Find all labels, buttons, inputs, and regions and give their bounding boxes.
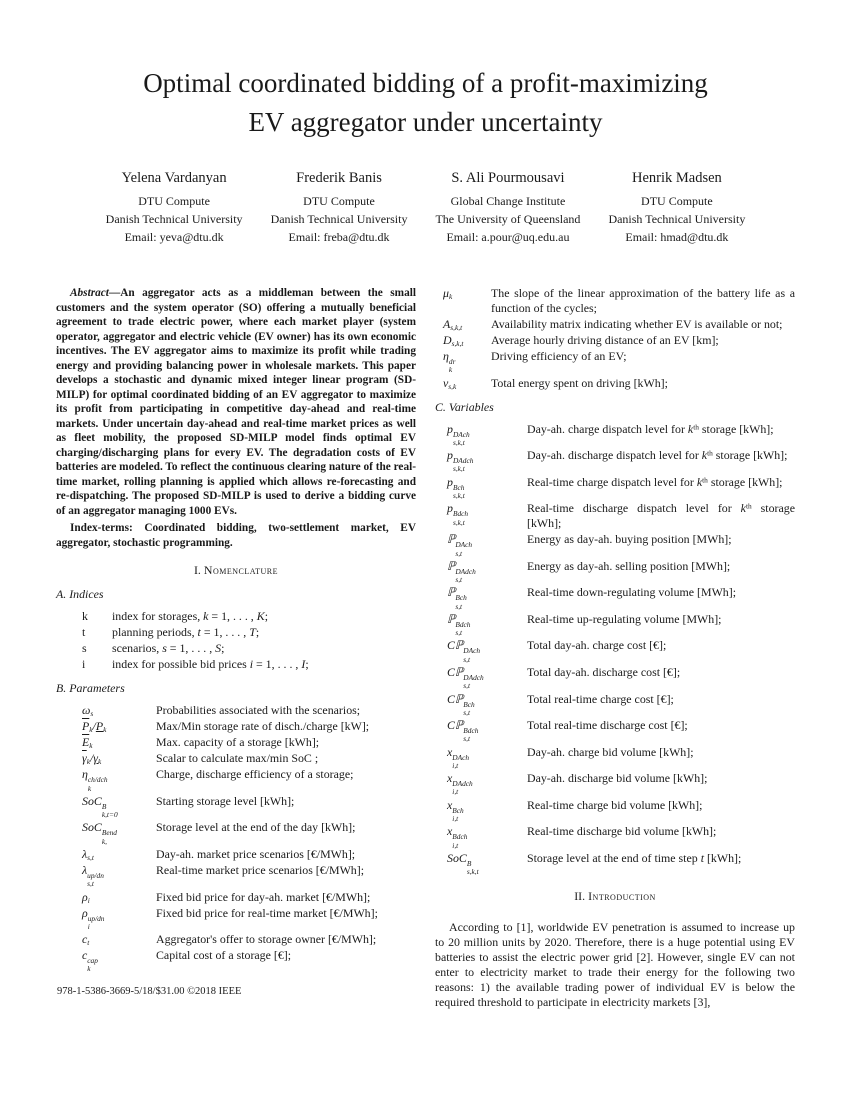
nomenclature-row <box>447 422 795 448</box>
symbol-description: Day-ah. charge dispatch level for $k^{th}$ storage [kWh]; <box>527 421 774 436</box>
left-column <box>56 286 416 1010</box>
symbol-description: The slope of the linear approximation of the battery life as a function of the cycles; <box>491 286 795 316</box>
nomenclature-row <box>447 559 795 585</box>
nomenclature-row <box>447 824 795 850</box>
nomenclature-row <box>82 906 416 932</box>
author-department: DTU Compute <box>641 194 713 209</box>
nomenclature-row <box>447 532 795 558</box>
symbol: x DAdch i,t <box>447 771 473 797</box>
author-block <box>435 168 580 246</box>
section-name: Nomenclature <box>203 563 279 578</box>
symbol-description: Real-time charge dispatch level for $k^{th}$ storage [kWh]; <box>527 474 783 489</box>
symbol: SoC B k,t=0 <box>82 793 118 820</box>
symbol-description: Total day-ah. discharge cost [€]; <box>527 664 681 679</box>
symbol-description: Total real-time discharge cost [€]; <box>527 718 688 733</box>
symbol: η ch/dch k <box>82 767 108 793</box>
symbol: Cℙ DAch s,t <box>447 638 481 664</box>
nomenclature-row <box>82 847 416 862</box>
author-organization: Danish Technical University <box>270 212 408 227</box>
symbol: ℙ DAdch s,t <box>447 558 476 585</box>
author-email: Email: a.pour@uq.edu.au <box>446 230 570 245</box>
nomenclature-row <box>443 286 795 316</box>
author-block <box>271 168 408 246</box>
symbol: ℙ Bch s,t <box>447 585 467 611</box>
symbol-description: Aggregator's offer to storage owner [€/MWh]; <box>156 932 377 947</box>
nomenclature-row <box>82 751 416 766</box>
nomenclature-row <box>447 585 795 611</box>
symbol: c cap k <box>82 948 98 974</box>
symbol: SoC Bend k, <box>82 820 117 846</box>
symbol-description: Probabilities associated with the scenarios; <box>156 703 361 718</box>
symbol: $\lambda_{s,t}$ <box>82 846 94 862</box>
symbol-description: Day-ah. market price scenarios [€/MWh]; <box>156 846 356 861</box>
symbol-description: Day-ah. charge bid volume [kWh]; <box>527 744 694 759</box>
author-name: Yelena Vardanyan <box>121 170 227 187</box>
symbol-description: Total energy spent on driving [kWh]; <box>491 375 668 390</box>
nomenclature-row <box>447 638 795 664</box>
symbol-description: Real-time down-regulating volume [MWh]; <box>527 585 737 600</box>
author-organization: Danish Technical University <box>105 212 243 227</box>
author-organization: Danish Technical University <box>608 212 746 227</box>
symbol: i <box>82 657 86 672</box>
symbol: Cℙ Bch s,t <box>447 691 475 717</box>
symbol-description: scenarios, s = 1, . . . , S; <box>112 641 225 656</box>
nomenclature-row <box>82 609 416 624</box>
nomenclature-row <box>443 333 795 348</box>
nomenclature-row <box>443 376 795 391</box>
author-department: Global Change Institute <box>450 194 566 209</box>
abstract-text: —An aggregator acts as a middleman between the small customers and the system operator (SO) offering a mutually beneficial agreement to trade electric power, where each market player (system operator, aggregator and electric vehicle (EV owner) has its own economic incentives. The EV aggregator aims to maximize its profit while trading energy and providing balancing power in wholesale markets. This paper develops a stochastic and dynamic mixed integer linear program (SD-MILP) for optimal coordinated bidding of an EV aggregator to maximize its profit from participating in competitive day-ahead and real-time markets. Under uncertain day-ahead and real-time market prices as well as fleet mobility, the proposed SD-MILP model finds optimal EV charging/discharging plans for every EV. The degradation costs of EV batteries are modeled. To reflect the continuous clearing nature of the real-time market, rolling planning is applied which allows re-forecasting and re-dispatching. The proposed SD-MILP is used to derive a bidding curve of an aggregator managing 1000 EVs. <box>56 287 416 517</box>
section-number: II. <box>574 889 586 904</box>
symbol-description: Driving efficiency of an EV; <box>491 349 627 364</box>
symbol-description: Max. capacity of a storage [kWh]; <box>156 735 320 750</box>
symbol: x Bch i,t <box>447 797 464 823</box>
nomenclature-row <box>447 665 795 691</box>
author-name: Frederik Banis <box>296 170 382 187</box>
symbol: $\omega_s$ <box>82 703 94 719</box>
author-email: Email: freba@dtu.dk <box>288 230 390 245</box>
nomenclature-row <box>82 767 416 793</box>
author-block <box>608 168 745 246</box>
symbol: η dr k <box>443 349 456 375</box>
nomenclature-row <box>82 703 416 718</box>
symbol: x Bdch i,t <box>447 824 468 850</box>
section-heading-nomenclature <box>56 563 416 578</box>
subsection-indices: A. Indices <box>56 587 104 602</box>
nomenclature-row <box>82 948 416 974</box>
symbol-description: Day-ah. discharge bid volume [kWh]; <box>527 771 708 786</box>
body-columns <box>56 286 795 1010</box>
abstract-paragraph <box>56 286 416 518</box>
symbol: $\rho_i$ <box>82 889 90 905</box>
nomenclature-row <box>447 718 795 744</box>
symbol: $\nu_{s,k}$ <box>443 375 457 391</box>
variables-list <box>435 422 795 877</box>
symbol: p Bch s,k,t <box>447 474 465 500</box>
nomenclature-row <box>82 657 416 672</box>
symbol: $A_{s,k,t}$ <box>443 317 463 332</box>
symbol-description: Scalar to calculate max/min SoC ; <box>156 751 319 766</box>
nomenclature-row <box>447 798 795 824</box>
symbol: Cℙ Bdch s,t <box>447 718 479 744</box>
symbol-description: Starting storage level [kWh]; <box>156 793 295 808</box>
nomenclature-row <box>447 745 795 771</box>
indices-list <box>56 609 416 672</box>
parameters-list-left <box>56 703 416 973</box>
author-block <box>106 168 243 246</box>
symbol-description: Energy as day-ah. buying position [MWh]; <box>527 532 732 547</box>
author-email: Email: hmad@dtu.dk <box>625 230 729 245</box>
symbol: $\overline{\gamma}_k/\gamma_k$ <box>82 751 102 767</box>
symbol-description: Real-time charge bid volume [kWh]; <box>527 797 703 812</box>
section-name: Introduction <box>588 889 656 904</box>
nomenclature-row <box>447 851 795 877</box>
paper-title-line1: Optimal coordinated bidding of a profit-maximizing <box>143 68 708 98</box>
nomenclature-row <box>82 890 416 905</box>
subsection-variables: C. Variables <box>435 399 494 414</box>
author-name: Henrik Madsen <box>631 170 722 187</box>
nomenclature-row <box>447 771 795 797</box>
symbol: p Bdch s,k,t <box>447 501 469 527</box>
symbol: ℙ Bdch s,t <box>447 611 471 638</box>
section-number: I. <box>193 563 201 578</box>
symbol: λ up/dn s,t <box>82 862 104 889</box>
nomenclature-row <box>443 317 795 332</box>
index-terms-paragraph <box>56 521 416 550</box>
symbol-description: Real-time discharge bid volume [kWh]; <box>527 824 717 839</box>
symbol: ρ up/dn i <box>82 905 105 931</box>
symbol-description: Fixed bid price for real-time market [€/MWh]; <box>156 905 378 920</box>
nomenclature-row <box>82 719 416 734</box>
nomenclature-row <box>82 820 416 846</box>
nomenclature-row <box>447 501 795 531</box>
author-organization: The University of Queensland <box>435 212 581 227</box>
author-name: S. Ali Pourmousavi <box>451 170 565 187</box>
symbol-description: Day-ah. discharge dispatch level for $k^{th}$ storage [kWh]; <box>527 448 788 463</box>
nomenclature-row <box>82 932 416 947</box>
symbol-description: Fixed bid price for day-ah. market [€/MWh]; <box>156 889 371 904</box>
symbol: $\overline{E}_k$ <box>82 735 93 751</box>
symbol: SoC B s,k,t <box>447 850 479 877</box>
nomenclature-row <box>82 735 416 750</box>
right-column <box>435 286 795 1010</box>
nomenclature-row <box>82 625 416 640</box>
nomenclature-row <box>443 349 795 375</box>
subsection-parameters: B. Parameters <box>56 681 125 696</box>
symbol-description: Max/Min storage rate of disch./charge [kW]; <box>156 719 370 734</box>
symbol-description: planning periods, t = 1, . . . , T; <box>112 625 260 640</box>
symbol: t <box>82 625 86 640</box>
symbol: ℙ DAch s,t <box>447 532 473 558</box>
index-terms-label: Index-terms: <box>70 522 133 535</box>
symbol-description: Real-time up-regulating volume [MWh]; <box>527 611 722 626</box>
nomenclature-row <box>82 794 416 820</box>
author-email: Email: yeva@dtu.dk <box>124 230 224 245</box>
symbol: p DAdch s,k,t <box>447 448 474 474</box>
symbol: $D_{s,k,t}$ <box>443 333 464 348</box>
symbol-description: index for possible bid prices i = 1, . . . , I; <box>112 657 309 672</box>
author-department: DTU Compute <box>138 194 210 209</box>
nomenclature-row <box>447 692 795 718</box>
symbol-description: Real-time market price scenarios [€/MWh]; <box>156 862 365 877</box>
symbol: $\overline{P}_k/P_k$ <box>82 719 107 735</box>
introduction-paragraph: According to [1], worldwide EV penetration is assumed to increase up to 20 million units by 2020. Therefore, there is a huge potential using EV batteries to assist the electric power grid [2]. However, single EV can not enter to electricity market to trade their energy for the following two reasons: 1) the available trading power of individual EV is below the required threshold to participate in electricity markets [3], <box>435 920 795 1010</box>
symbol: s <box>82 641 87 656</box>
symbol-description: Charge, discharge efficiency of a storage; <box>156 767 354 782</box>
symbol-description: Energy as day-ah. selling position [MWh]; <box>527 558 731 573</box>
symbol: Cℙ DAdch s,t <box>447 664 484 691</box>
symbol-description: Total day-ah. charge cost [€]; <box>527 638 667 653</box>
symbol-description: Storage level at the end of the day [kWh]; <box>156 820 356 835</box>
symbol: x DAch i,t <box>447 744 470 770</box>
symbol-description: Average hourly driving distance of an EV [km]; <box>491 333 719 348</box>
parameters-list-right <box>435 286 795 391</box>
copyright-footnote: 978-1-5386-3669-5/18/$31.00 ©2018 IEEE <box>57 986 242 997</box>
section-heading-introduction <box>435 889 795 904</box>
nomenclature-row <box>447 475 795 501</box>
symbol-description: Storage level at the end of time step t [kWh]; <box>527 850 742 865</box>
paper-title <box>56 64 795 142</box>
symbol: $\mu_k$ <box>443 286 453 301</box>
paper-title-line2: EV aggregator under uncertainty <box>248 107 603 138</box>
symbol: k <box>82 609 88 624</box>
author-department: DTU Compute <box>303 194 375 209</box>
symbol-description: Real-time discharge dispatch level for $k^{th}$ storage [kWh]; <box>527 501 795 531</box>
symbol: p DAch s,k,t <box>447 421 470 447</box>
symbol-description: index for storages, k = 1, . . . , K; <box>112 609 268 624</box>
authors-row <box>56 168 795 246</box>
symbol: $c_t$ <box>82 932 90 947</box>
symbol-description: Availability matrix indicating whether EV is available or not; <box>491 317 783 332</box>
nomenclature-row <box>447 448 795 474</box>
nomenclature-row <box>82 863 416 889</box>
symbol-description: Capital cost of a storage [€]; <box>156 948 292 963</box>
nomenclature-row <box>82 641 416 656</box>
abstract-label: Abstract <box>70 287 109 300</box>
nomenclature-row <box>447 612 795 638</box>
index-terms-text: Coordinated bidding, two-settlement market, EV aggregator, stochastic programming. <box>56 522 416 549</box>
symbol-description: Total real-time charge cost [€]; <box>527 691 674 706</box>
